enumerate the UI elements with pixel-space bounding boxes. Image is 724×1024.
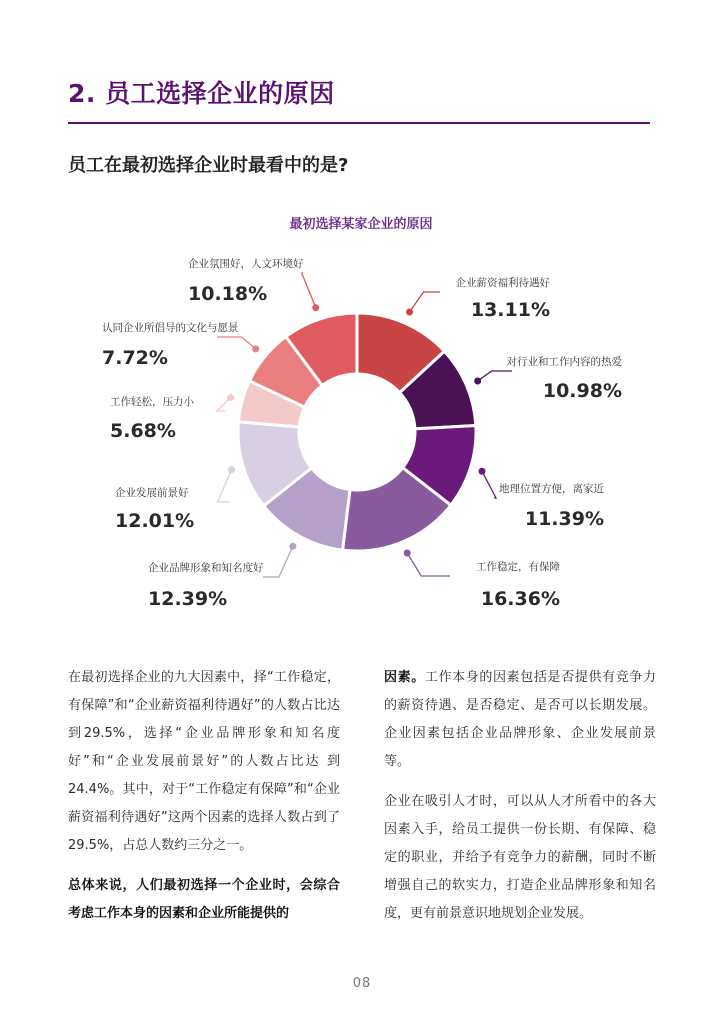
leader-line: [263, 546, 293, 577]
question-heading: 员工在最初选择企业时最看中的是?: [68, 155, 349, 176]
leader-line: [302, 273, 316, 308]
body-paragraph-2: 总体来说，人们最初选择一个企业时，会综合考虑工作本身的因素和企业所能提供的: [68, 878, 340, 921]
chart-title: 最初选择某家企业的原因: [289, 217, 433, 232]
leader-dot: [478, 468, 485, 475]
leader-dot: [228, 466, 235, 473]
slice-label: 地理位置方便，离家近: [499, 483, 604, 495]
leader-dot: [404, 549, 411, 556]
slice-label: 企业发展前景好: [115, 487, 189, 499]
slice-value: 16.36%: [480, 588, 560, 610]
page-number: 08: [352, 976, 372, 991]
slice-value: 13.11%: [470, 299, 550, 321]
donut-chart: [0, 200, 724, 620]
slice-value: 10.98%: [542, 380, 622, 402]
body-paragraph-4: 企业在吸引人才时，可以从人才所看中的各大因素入手，给员工提供一份长期、有保障、稳定的职业，并给予有竞争力的薪酬，同时不断增强自己的软实力，打造企业品牌形象和知名度，更有前景意识地规划企业发展。: [384, 794, 656, 921]
body-paragraph-3: [384, 664, 656, 776]
body-paragraph-1: 在最初选择企业的九大因素中，择“工作稳定，有保障”和“企业薪资福利待遇好”的人数占比达到29.5%，选择“企业品牌形象和知名度好”和“企业发展前景好”的人数占比达 到24.4%。其中，对于“工作稳定有保障”和“企业薪资福利待遇好”这两个因素的选择人数占到了29.5%，占总人数约三分之一。: [68, 670, 340, 853]
slice-label: 企业品牌形象和知名度好: [148, 562, 264, 574]
slice-label: 认同企业所倡导的文化与愿景: [102, 322, 239, 334]
slice-label: 工作稳定，有保障: [476, 561, 560, 573]
slice-label: 工作轻松，压力小: [110, 396, 194, 408]
paragraph-text: 工作本身的因素包括是否提供有竞争力的薪资待遇、是否稳定、是否可以长期发展。企业因素包括企业品牌形象、企业发展前景等。: [384, 670, 656, 769]
leader-line: [478, 371, 512, 381]
slice-label: 企业氛围好，人文环境好: [188, 258, 304, 270]
leader-line: [482, 471, 496, 498]
leader-line: [217, 337, 256, 349]
title-divider: [68, 122, 650, 124]
leader-dot: [312, 304, 319, 311]
leader-line: [410, 292, 440, 312]
leader-dot: [252, 345, 259, 352]
slice-value: 5.68%: [110, 420, 176, 442]
slice-value: 7.72%: [102, 347, 168, 369]
slice-label: 企业薪资福利待遇好: [455, 277, 550, 289]
emphasis-text: 因素。: [384, 670, 425, 685]
leader-line: [407, 553, 450, 576]
leader-dot: [227, 394, 234, 401]
body-left-column: [68, 664, 340, 940]
slice-value: 12.39%: [148, 588, 228, 610]
body-right-column: [384, 664, 656, 940]
leader-line: [218, 470, 232, 502]
leader-dot: [406, 308, 413, 315]
slice-label: 对行业和工作内容的热爱: [506, 356, 622, 368]
leader-dot: [474, 377, 481, 384]
leader-dot: [289, 543, 296, 550]
slice-value: 12.01%: [115, 510, 195, 532]
section-title: 2. 员工选择企业的原因: [68, 79, 335, 108]
slice-value: 10.18%: [188, 283, 268, 305]
slice-value: 11.39%: [524, 508, 604, 530]
